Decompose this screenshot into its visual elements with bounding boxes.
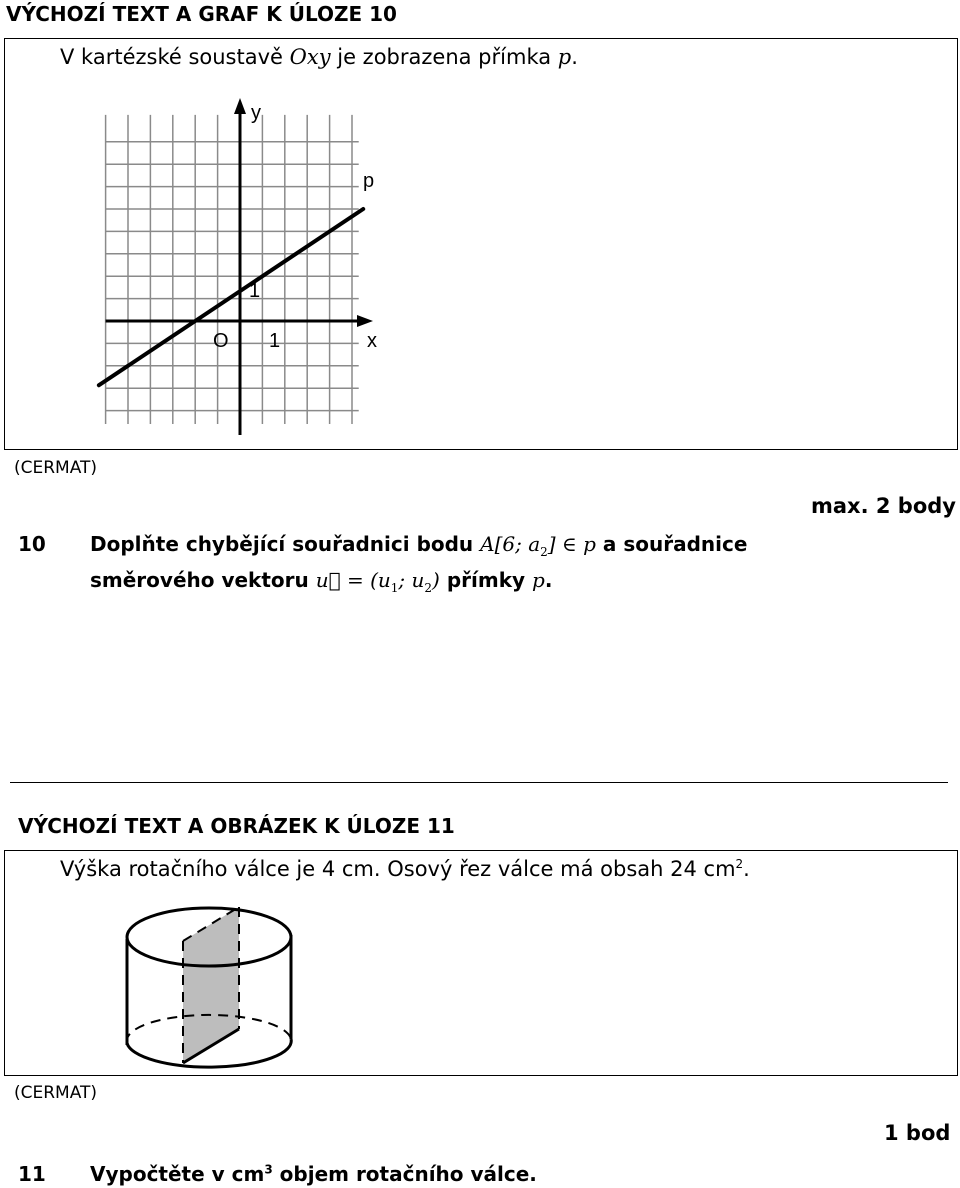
cylinder-figure — [123, 905, 313, 1073]
grid — [106, 115, 359, 424]
section-10-box — [4, 38, 958, 450]
axial-section-shade — [183, 907, 239, 1063]
section-11-header: VÝCHOZÍ TEXT A OBRÁZEK K ÚLOZE 11 — [18, 814, 455, 838]
section-10-header: VÝCHOZÍ TEXT A GRAF K ÚLOZE 10 — [6, 2, 397, 26]
section-10-source: (CERMAT) — [14, 458, 98, 478]
question-10-number: 10 — [18, 532, 46, 556]
y-tick-label: 1 — [249, 280, 261, 302]
question-11-text: Vypočtěte v $cm^3$ objem rotačního válce. — [90, 1162, 537, 1186]
section-11-source: (CERMAT) — [14, 1083, 98, 1103]
axes — [106, 113, 359, 435]
section-11-box — [4, 850, 958, 1076]
x-axis-arrow — [357, 315, 373, 327]
y-axis-arrow — [234, 98, 246, 114]
section-11-intro: Výška rotačního válce je 4 cm. Osový řez válce má obsah 24 $cm^2$. — [60, 857, 750, 881]
section-10-points: max. 2 body — [811, 494, 956, 518]
origin-label: O — [213, 330, 229, 352]
y-axis-label: y — [251, 102, 261, 124]
section-divider — [10, 782, 948, 783]
section-11-points: 1 bod — [884, 1121, 951, 1145]
question-10-line2: směrového vektoru u⃗ = ($u_1$; $u_2$) přímky p. — [90, 568, 553, 595]
x-axis-label: x — [367, 330, 377, 352]
section-10-intro: V kartézské soustavě Oxy je zobrazena přímka p. — [60, 45, 578, 69]
question-10-line1: Doplňte chybějící souřadnici bodu A[6; $a_2$] ∈ p a souřadnice — [90, 532, 748, 559]
line-p — [99, 209, 363, 385]
line-p-label: p — [363, 170, 375, 192]
x-tick-label: 1 — [269, 330, 281, 352]
coordinate-graph — [89, 97, 375, 437]
question-11-number: 11 — [18, 1162, 46, 1186]
